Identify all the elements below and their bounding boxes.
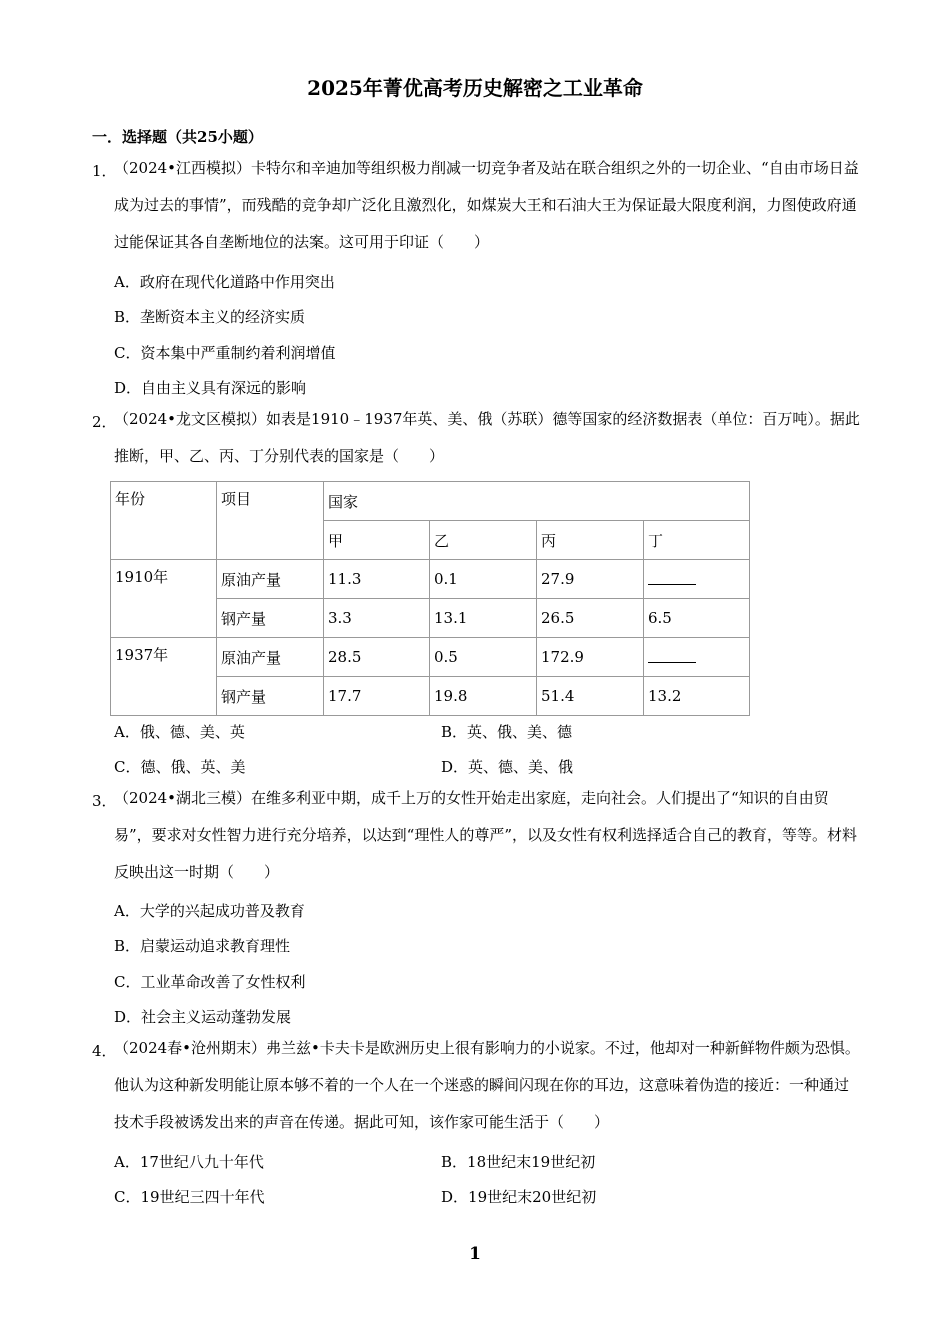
country-bing: 丙	[537, 521, 644, 560]
option-b: B．启蒙运动追求教育理性	[114, 937, 291, 955]
question-3	[92, 790, 862, 891]
table-cell: 17.7	[324, 677, 430, 716]
table-cell: 28.5	[324, 638, 430, 677]
question-1	[92, 160, 862, 261]
item-oil: 原油产量	[217, 560, 324, 599]
table-cell: 0.5	[430, 638, 537, 677]
table-cell: 0.1	[430, 560, 537, 599]
option-c: C．资本集中严重制约着利润增值	[114, 344, 336, 362]
table-cell: 13.1	[430, 599, 537, 638]
question-stem: （2024•龙文区模拟）如表是1910﹣1937年英、美、俄（苏联）德等国家的经济数据表（单位：百万吨）。据此推断，甲、乙、丙、丁分别代表的国家是（ ）	[114, 410, 860, 465]
option-a: A．17世纪八九十年代	[114, 1153, 264, 1171]
question-stem: （2024•江西模拟）卡特尔和辛迪加等组织极力削减一切竞争者及站在联合组织之外的一切企业、“自由市场日益成为过去的事情”，而残酷的竞争却广泛化且激烈化，如煤炭大王和石油大王为保证最大限度利润，力图使政府通过能保证其各自垄断地位的法案。这可用于印证（ ）	[114, 159, 859, 251]
option-b: B．垄断资本主义的经济实质	[114, 308, 306, 326]
document-title: 2025年菁优高考历史解密之工业革命	[307, 76, 643, 100]
header-country: 国家	[324, 482, 750, 521]
year-1910: 1910年	[111, 560, 217, 638]
option-a: A．俄、德、美、英	[114, 723, 245, 741]
header-year: 年份	[111, 482, 217, 560]
table-cell: 51.4	[537, 677, 644, 716]
item-oil: 原油产量	[217, 638, 324, 677]
table-cell: 3.3	[324, 599, 430, 638]
blank-line	[648, 570, 696, 585]
option-a: A．大学的兴起成功普及教育	[114, 902, 305, 920]
header-item: 项目	[217, 482, 324, 560]
page-number: 1	[469, 1244, 481, 1264]
question-2	[92, 411, 862, 475]
country-ding: 丁	[644, 521, 750, 560]
question-number: 2．	[92, 413, 117, 431]
table-cell: 26.5	[537, 599, 644, 638]
economic-data-table	[110, 481, 750, 716]
option-d: D．自由主义具有深远的影响	[114, 379, 307, 397]
option-c: C．德、俄、英、美	[114, 758, 246, 776]
country-yi: 乙	[430, 521, 537, 560]
table-cell: 27.9	[537, 560, 644, 599]
option-c: C．工业革命改善了女性权利	[114, 973, 306, 991]
question-stem: （2024•湖北三模）在维多利亚中期，成千上万的女性开始走出家庭，走向社会。人们提出了“知识的自由贸易”，要求对女性智力进行充分培养，以达到“理性人的尊严”，以及女性有权利选择适合自己的教育，等等。材料反映出这一时期（ ）	[114, 789, 858, 881]
table-cell: 172.9	[537, 638, 644, 677]
question-number: 4．	[92, 1042, 117, 1060]
table-cell-blank	[644, 560, 750, 599]
country-jia: 甲	[324, 521, 430, 560]
item-steel: 钢产量	[217, 599, 324, 638]
section-heading: 一．选择题（共25小题）	[92, 128, 263, 146]
option-d: D．英、德、美、俄	[441, 758, 574, 776]
table-cell: 11.3	[324, 560, 430, 599]
table-cell-blank	[644, 638, 750, 677]
blank-line	[648, 648, 696, 663]
table-cell: 19.8	[430, 677, 537, 716]
year-1937: 1937年	[111, 638, 217, 716]
option-b: B．英、俄、美、德	[441, 723, 573, 741]
question-4	[92, 1040, 862, 1141]
option-d: D．19世纪末20世纪初	[441, 1188, 597, 1206]
option-d: D．社会主义运动蓬勃发展	[114, 1008, 292, 1026]
question-number: 3．	[92, 792, 117, 810]
table-cell: 13.2	[644, 677, 750, 716]
option-a: A．政府在现代化道路中作用突出	[114, 273, 335, 291]
item-steel: 钢产量	[217, 677, 324, 716]
option-c: C．19世纪三四十年代	[114, 1188, 265, 1206]
table-cell: 6.5	[644, 599, 750, 638]
question-stem: （2024春•沧州期末）弗兰兹•卡夫卡是欧洲历史上很有影响力的小说家。不过，他却对一种新鲜物件颇为恐惧。他认为这种新发明能让原本够不着的一个人在一个迷惑的瞬间闪现在你的耳边，这意味着伪造的接近：一种通过技术手段被诱发出来的声音在传递。据此可知，该作家可能生活于（ ）	[114, 1039, 860, 1131]
option-b: B．18世纪末19世纪初	[441, 1153, 596, 1171]
question-number: 1．	[92, 162, 117, 180]
